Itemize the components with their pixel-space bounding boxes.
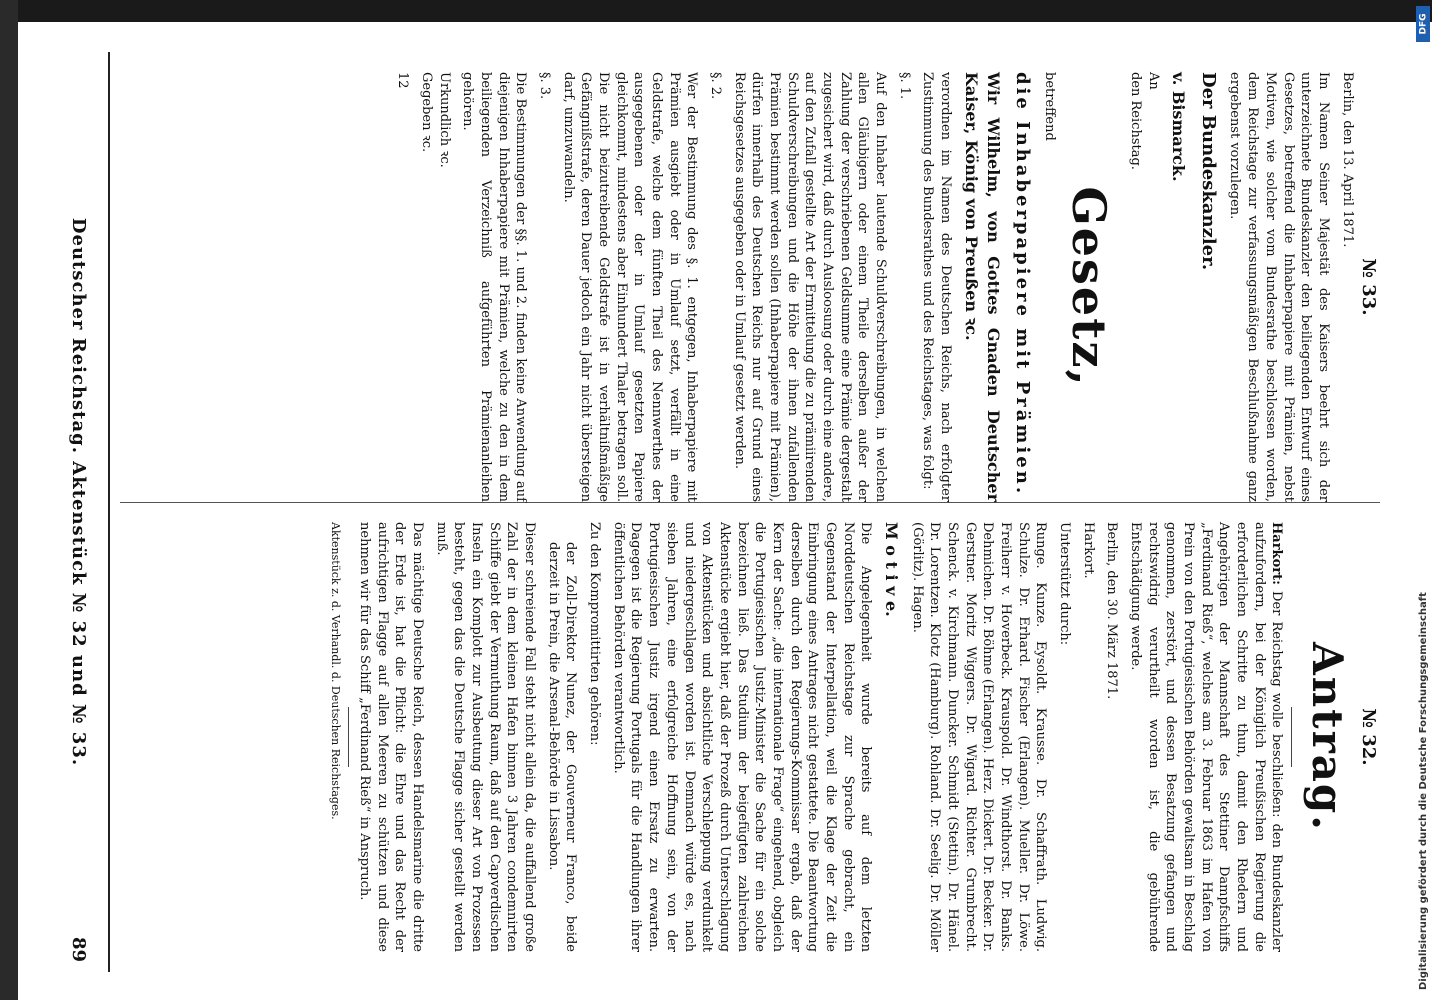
motion-signer: Harkort. [1080,522,1096,579]
addressee-line-1: An [1145,72,1161,90]
motive-paragraph-4: Das mächtige Deutsche Reich, dessen Handelsmarine die dritte der Erde ist, hat die Pflicht: die Ehre und das Recht der aufrichtigen Flagge auf allen Meeren zu schützen und diese nehmen wir für das Schiff „Ferdinand Rieß“ in Anspruch. [357,522,426,952]
page-number: 89 [68,936,89,962]
preamble-heading: Wir Wilhelm, von Gottes Gnaden Deutscher Kaiser, König von Preußen ꝛc. [961,72,1003,502]
document-number-33: № 33. [1358,258,1379,316]
rotated-document-page [30,32,1400,992]
motive-heading: M o t i v e. [881,522,901,617]
scan-edge-top [0,0,1432,22]
column-document-32 [321,522,1380,952]
column-divider [120,502,1380,503]
end-rule [348,707,349,767]
chancellor-title: Der Bundeskanzler. [1197,72,1219,271]
section-3-text: Die Bestimmungen der §§. 1. und 2. finden keine Anwendung auf diejenigen Inhaberpapiere mit Prämien, welche zu den in dem beiliegenden Verzeichniß aufgeführten Prämienanleihen gehören. [460,72,529,502]
motive-paragraph-3: Dieser schreiende Fall steht nicht allein da, die auffallend große Zahl der in dem kleinen Hafen binnen 3 Jahren condemnirten Schiffe giebt der Vermuthung Raum, daß auf den Capverdischen Inseln ein Komplott zur Ausbeutung dieser Art von Prozessen besteht, gegen das die Deutsche Flagge sicher gestellt werden muß. [433,522,538,952]
supporters-list: Runge. Kunze. Eysoldt. Krausse. Dr. Schaffrath. Ludwig. Schulze. Dr. Erhard. Fischer (Erlangen). Mueller. Dr. Löwe. Freiherr v. Hoverbeck. Krauspold. Dr. Windthorst. Dr. Banks. Dehmichen. Dr. Böhme (Erlangen). Herz. Dickert. Dr. Becker. Dr. Gerstner. Moritz Wiggers. Dr. Wigard. Richter. Grumbrecht. Schenck. v. Kirchmann. Duncker. Schmidt (Stettin). Dr. Hänel. Dr. Lorentzen. Klotz (Hamburg). Rohland. Dr. Seelig. Dr. Möller (Görlitz). Hagen. [909,522,1049,952]
column-document-33 [388,72,1380,502]
scan-edge-left [0,0,18,1000]
motion-author-label: Harkort: [1269,522,1285,585]
digitization-credit: Digitalisierung gefördert durch die Deutsche Forschungsgemeinschaft [1418,592,1429,990]
motive-paragraph-2: Zu den Kompromittirten gehören: [587,522,603,746]
section-2-heading: §. 2. [708,72,724,100]
motion-title: Antrag. [1302,642,1352,832]
header-rule [108,52,110,972]
document-number-32: № 32. [1358,708,1379,766]
motive-list: der Zoll-Direktor Nunez, der Gouverneur Franco, beide derzeit in Prein, die Arsenal-Behörde in Lissabon. [545,542,579,952]
dfg-logo-text: DFG [1418,13,1429,35]
section-2-text: Wer der Bestimmung des §. 1. entgegen, Inhaberpapiere mit Prämien ausgiebt oder in Umlauf setzt, verfällt in eine Geldstrafe, welche dem fünften Theil des Nennwerthes der ausgegebenen oder der in Umlauf gesetzten Papiere gleichkommt, mindestens aber Einhundert Thaler betragen soll. Die nicht beizutreibende Geldstrafe ist in verhältnißmäßige Gefängnißstrafe, deren Dauer jedoch ein Jahr nicht übersteigen darf, umzuwandeln. [560,72,700,502]
dfg-logo [1416,6,1430,42]
law-subject: die Inhaberpapiere mit Prämien. [1012,72,1034,497]
closing-line-1: Urkundlich ꝛc. [436,72,452,168]
dateline-33: Berlin, den 13. April 1871. [1339,72,1355,248]
cover-letter-text: Im Namen Seiner Majestät des Kaisers beehrt sich der unterzeichnete Bundeskanzler den beiliegenden Entwurf eines Gesetzes, betreffend die Inhaberpapiere mit Prämien, nebst Motiven, wie solcher vom Bundesrathe beschlossen worden, dem Reichstage zur verfassungsmäßigen Beschlußnahme ganz ergebenst vorzulegen. [1227,72,1331,502]
closing-line-2: Gegeben ꝛc. [418,72,434,153]
running-head-title: Deutscher Reichstag. Aktenstück № 32 und № 33. [68,217,89,767]
preamble-text: verordnen im Namen des Deutschen Reichs, nach erfolgter Zustimmung des Bundesrathes und des Reichstages, was folgt: [920,72,954,502]
law-concerning: betreffend [1041,72,1057,141]
section-3-heading: §. 3. [536,72,552,100]
supported-by-label: Unterstützt durch: [1057,522,1073,646]
dateline-32: Berlin, den 30. März 1871. [1104,522,1120,700]
motion-text: Der Reichstag wolle beschließen: den Bundeskanzler aufzufordern, bei der Königlich Preußischen Regierung die erforderlichen Schritte zu thun, damit den Rhedern und Angehörigen der Mannschaft des Stettiner Dampfschiffs „Ferdinand Rieß“, welches am 3. Februar 1863 im Hafen von Prein von den Portugiesischen Behörden gewaltsam in Beschlag genommen, zerstört, und dessen Besatzung gefangen und rechtswidrig verurtheilt worden ist, die gebührende Entschädigung werde. [1128,522,1285,952]
section-1-heading: §. 1. [896,72,912,100]
law-title: Gesetz, [1062,186,1117,388]
motive-paragraph-1: Die Angelegenheit wurde bereits auf dem letzten Norddeutschen Reichstage zur Sprache gebracht, ein Gegenstand der Interpellation, weil die Klage der Zeit die Einbringung eines Antrages nicht gestattete. Die Beantwortung derselben durch den Regierungs-Kommissar ergab, daß der Kern der Sache: „die internationale Frage“ eingehend, obgleich die Portugiesischen Justiz-Minister die Sache für ein solche bezeichnen ließ. Das Studium der beigefügten zahlreichen Aktenstücke ergiebt hier, daß der Prozeß durch Unterschlagung von Aktenstücken und absichtliche Verschleppung verdunkelt und niedergeschlagen worden ist. Demnach würde es, nach sieben Jahren, eine erfolgreiche Hoffnung sein, von der Portugiesischen Justiz irgend einen Ersatz zu erwarten. Dagegen ist die Regierung Portugals für die Handlungen ihrer öffentlichen Behörden verantwortlich. [610,522,874,952]
chancellor-signature: v. Bismarck. [1169,72,1189,182]
section-1-text: Auf den Inhaber lautende Schuldverschreibungen, in welchen allen Gläubigern oder einem Theile derselben außer der Zahlung der verschriebenen Geldsumme eine Prämie dergestalt zugesichert wird, daß durch Ausloosung oder durch eine andere, auf den Zufall gestellte Art der Ermittelung die zu prämiirenden Schuldverschreibungen und die Höhe der ihnen zufallenden Prämien bestimmt werden sollen (Inhaberpapiere mit Prämien), dürfen innerhalb des Deutschen Reichs nur auf Grund eines Reichsgesetzes ausgegeben oder in Umlauf gesetzt werden. [731,72,889,502]
signature-mark: 12 [395,72,411,89]
page-footer: Aktenstück z. d. Verhandl. d. Deutschen Reichstages. [329,522,343,820]
addressee-line-2: den Reichstag. [1127,72,1143,170]
running-header [60,52,90,972]
title-rule [1291,707,1292,767]
